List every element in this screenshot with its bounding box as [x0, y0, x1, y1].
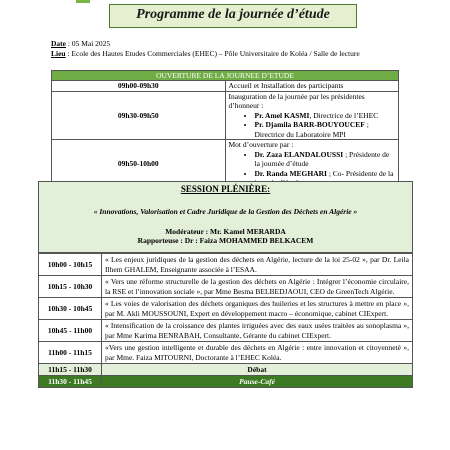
debat-time: 11h15 - 11h30 [39, 364, 102, 376]
session-header [38, 181, 413, 253]
lieu-line [51, 49, 360, 58]
person-name: Dr. Zaza ELANDALOUSSI [254, 149, 344, 159]
table-row [39, 276, 413, 298]
row-text: Accueil et Installation des participants [225, 81, 399, 92]
row-time: 10h30 - 10h45 [39, 298, 102, 320]
row-text: « Vers une réforme structurelle de la gestion des déchets en Algérie : Intégrer l’économie circulaire, la RSE et l’innovation sociale », par Mme Besma BELBEDJAOUI, CEO de GreenTech Algérie. [102, 276, 413, 298]
pause-label: Pause-Café [102, 376, 413, 388]
opening-header-row [52, 71, 399, 81]
session-rapporteur: Rapporteuse : Dr : Faiza MOHAMMED BELKACEM [137, 236, 314, 245]
session-subtitle: « Innovations, Valorisation et Cadre Juridique de la Gestion des Déchets en Algérie » [93, 207, 358, 216]
opening-header: OUVERTURE DE LA JOURNEE D’ETUDE [52, 71, 399, 81]
row-text: « Les enjeux juridiques de la gestion des déchets en Algérie, lecture de la loi 25-02 », par Dr. Leila Ilhem GHALEM, Enseignante associée à l’ESAA. [102, 254, 413, 276]
table-row [39, 320, 413, 342]
person-role: , Directrice de l’EHEC [309, 110, 379, 120]
date-line [51, 39, 110, 48]
table-row [39, 298, 413, 320]
pause-row [39, 376, 413, 388]
honorary-list [229, 111, 396, 140]
table-row [39, 342, 413, 364]
row-time: 10h45 - 11h00 [39, 320, 102, 342]
list-item [255, 120, 396, 139]
lieu-value: : Ecole des Hautes Etudes Commerciales (EHEC) – Pôle Universitaire de Koléa / Salle de lecture [65, 49, 360, 58]
table-row [39, 254, 413, 276]
person-name: Pr. Djamila BARR-BOUYOUCEF [254, 120, 365, 129]
opening-table [51, 70, 399, 189]
row-intro: Mot d’ouverture par : [228, 140, 294, 149]
person-role: ; Co- Présidente de la [328, 168, 394, 178]
row-text: « Les voies de valorisation des déchets organiques des huileries et les structures à mettre en place », par M. Akli MOUSSOUNI, Expert en développement macro – économique, cabinet CIExpert. [102, 298, 413, 320]
row-intro: Inauguration de la journée par les présidentes d’honneur : [228, 91, 365, 110]
row-content [225, 91, 399, 140]
row-time: 09h50-10h00 [52, 140, 226, 189]
debat-label: Débat [102, 364, 413, 376]
page-title: Programme de la journée d’étude [109, 4, 357, 28]
list-item [255, 150, 396, 169]
table-row [52, 91, 399, 140]
session-table [38, 253, 413, 388]
list-item [255, 111, 396, 121]
row-text: « Intensification de la croissance des plantes irriguées avec des eaux usées traitées au sonoplasma », par Mme Karima BENRABAH, Consultante, Gérante du cabinet CIExpert. [102, 320, 413, 342]
session-title: SESSION PLÉNIÈRE: [180, 184, 271, 194]
top-decor-bar [76, 0, 90, 3]
pause-time: 11h30 - 11h45 [39, 376, 102, 388]
session-moderator: Modérateur : Mr. Kamel MERARDA [165, 227, 286, 236]
row-time: 11h00 - 11h15 [39, 342, 102, 364]
table-row [52, 81, 399, 92]
row-time: 10h00 - 10h15 [39, 254, 102, 276]
row-time: 10h15 - 10h30 [39, 276, 102, 298]
person-role: ; Directrice du Laboratoire MPI [254, 120, 369, 139]
person-name: Dr. Randa MEGHARI [254, 168, 327, 178]
row-text: «Vers une gestion intelligente et durable des déchets en Algérie : entre innovation et citoyenneté », par Mme. Faiza MITOURNI, Doctorante à l’EHEC Koléa. [102, 342, 413, 364]
date-label: Date [51, 39, 66, 48]
person-role: ; Présidente de la journée d’étude [254, 149, 390, 168]
person-name: Pr. Amel KASMI [254, 110, 310, 120]
date-value: : 05 Mai 2025 [66, 39, 111, 48]
row-time: 09h00-09h30 [52, 81, 226, 92]
row-time: 09h30-09h50 [52, 91, 226, 140]
lieu-label: Lieu [51, 49, 66, 58]
debat-row [39, 364, 413, 376]
